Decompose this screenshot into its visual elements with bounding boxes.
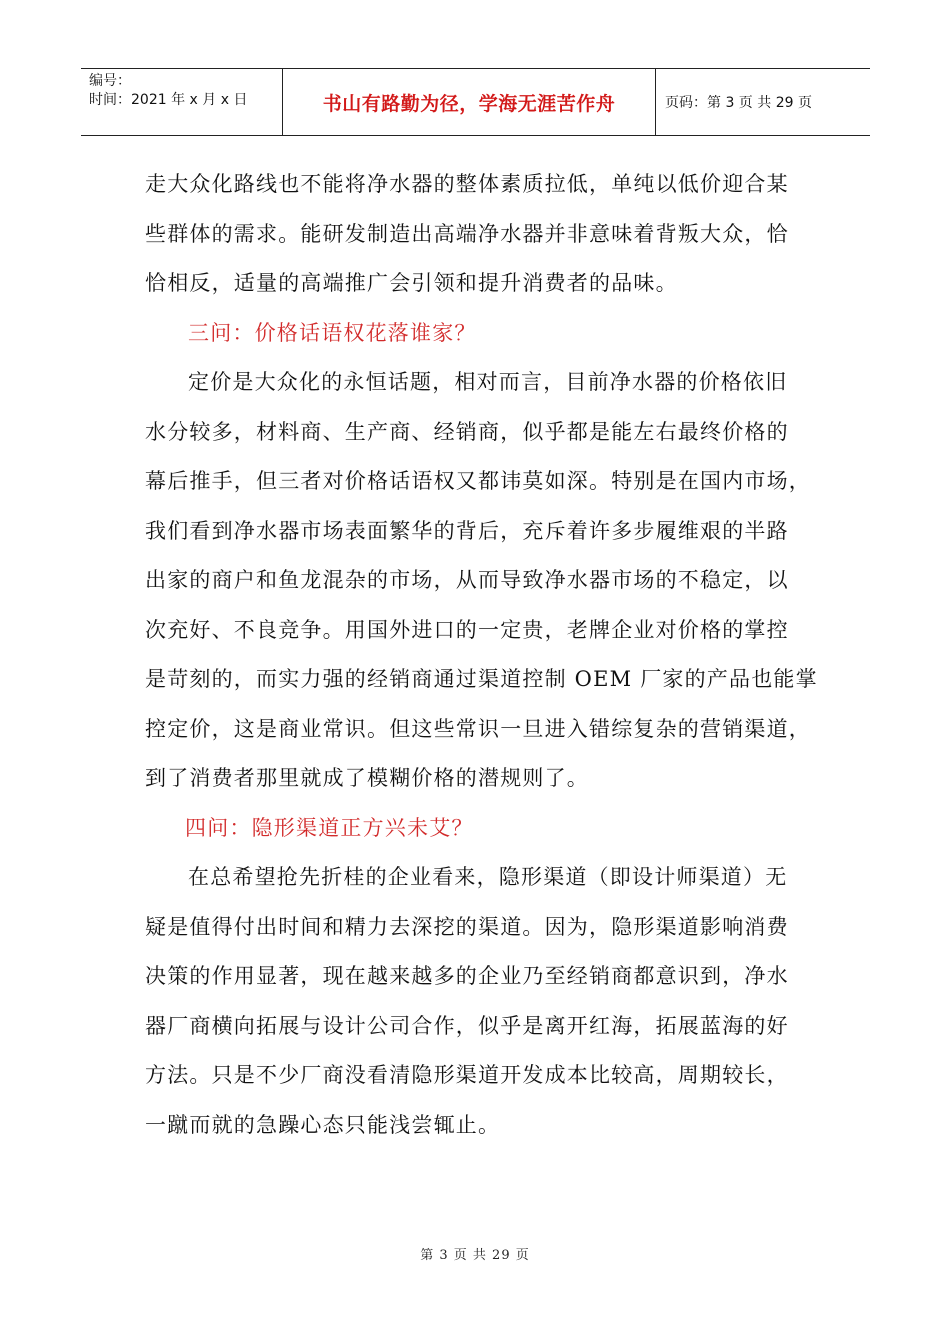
paragraph-line: 到了消费者那里就成了模糊价格的潜规则了。	[145, 766, 589, 790]
paragraph-line: 恰相反，适量的高端推广会引领和提升消费者的品味。	[145, 271, 678, 295]
paragraph-line: 出家的商户和鱼龙混杂的市场，从而导致净水器市场的不稳定，以	[145, 568, 789, 592]
section-heading-3: 三问：价格话语权花落谁家？	[188, 320, 477, 345]
paragraph-line: 些群体的需求。能研发制造出高端净水器并非意味着背叛大众，恰	[145, 221, 789, 246]
serial-number-label: 编号：	[89, 73, 131, 89]
paragraph-line: 定价是大众化的永恒话题，相对而言，目前净水器的价格依旧	[188, 370, 788, 394]
paragraph-line: 次充好、不良竞争。用国外进口的一定贵，老牌企业对价格的掌控	[145, 617, 789, 642]
paragraph-line: 控定价，这是商业常识。但这些常识一旦进入错综复杂的营销渠道，	[145, 716, 811, 741]
document-body	[145, 160, 825, 1150]
page-footer: 第 3 页 共 29 页	[420, 1248, 530, 1263]
paragraph-line: 幕后推手，但三者对价格话语权又都讳莫如深。特别是在国内市场，	[145, 469, 811, 493]
paragraph-line: 在总希望抢先折桂的企业看来，隐形渠道（即设计师渠道）无	[188, 865, 788, 889]
section-heading-4: 四问：隐形渠道正方兴未艾？	[185, 815, 474, 840]
header-meta-cell	[81, 69, 283, 135]
paragraph-line: 决策的作用显著，现在越来越多的企业乃至经销商都意识到，净水	[145, 964, 789, 988]
paragraph-line: 是苛刻的，而实力强的经销商通过渠道控制 OEM 厂家的产品也能掌	[145, 667, 818, 691]
paragraph-line: 方法。只是不少厂商没看清隐形渠道开发成本比较高，周期较长，	[145, 1063, 789, 1087]
paragraph-line: 一蹴而就的急躁心态只能浅尝辄止。	[145, 1112, 501, 1137]
document-header	[81, 68, 870, 136]
paragraph-line: 走大众化路线也不能将净水器的整体素质拉低，单纯以低价迎合某	[145, 172, 789, 196]
paragraph-line: 水分较多，材料商、生产商、经销商，似乎都是能左右最终价格的	[145, 419, 789, 444]
paragraph-line: 疑是值得付出时间和精力去深挖的渠道。因为，隐形渠道影响消费	[145, 914, 789, 939]
paragraph-line: 我们看到净水器市场表面繁华的背后，充斥着许多步履维艰的半路	[145, 518, 789, 543]
header-motto: 书山有路勤为径，学海无涯苦作舟	[283, 69, 656, 135]
header-page-info: 页码：第 3 页 共 29 页	[665, 95, 812, 111]
paragraph-line: 器厂商横向拓展与设计公司合作，似乎是离开红海，拓展蓝海的好	[145, 1013, 789, 1038]
date-label: 时间：2021 年 x 月 x 日	[89, 92, 248, 108]
